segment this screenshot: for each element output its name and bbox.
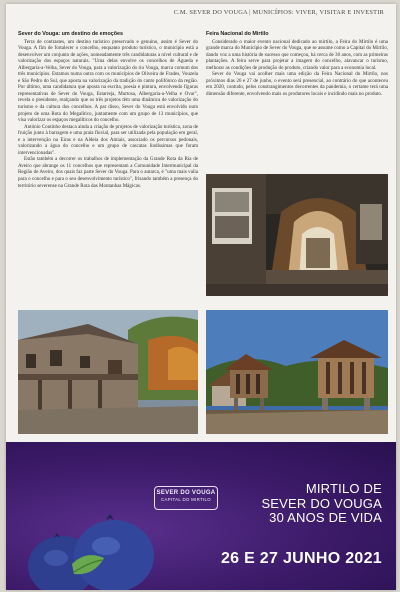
blueberry-icon [14, 492, 164, 590]
logo-title: SEVER DO VOUGA [156, 490, 216, 496]
capital-do-mirtilo-logo [154, 486, 218, 510]
left-column [18, 31, 198, 189]
right-paragraph-1: Considerado o maior evento nacional dedicado ao mirtilo, a Feira do Mirtilo é uma grande marca do Município de Sever do Vouga, que se assume como a Capital do Mirtilo, dando voz a uma história de sucesso que começou, há cerca de 30 anos, com as primeiras plantações. A feira serve para projetar a imagem do concelho, alavancar o turismo, melhorar as condições de produção do produto, criando valor para a economia local. [206, 38, 388, 71]
right-paragraph-2: Sever do Vouga vai acolher mais uma edição da Feira Nacional do Mirtilo, nos próximos dias 26 e 27 de junho, o evento será presencial, ao contrário do que aconteceu em 2020, contudo, pelos constrangimentos decorrentes da pandemia, o certame terá uma dimensão diferente, envolvendo mais os produtores locais e incidindo mais no produto. [206, 71, 388, 97]
left-paragraph-3: Estão também a decorrer os trabalhos de implementação da Grande Rota da Ria de Aveiro que abrange os 11 concelhos que representam a Comunidade Intermunicipal da Região de Aveiro, dos quais faz parte Sever do Vouga. Para o autarca, é "uma mais valia para o concelho e para o seu desenvolvimento turístico", frisando também a presença do território severense na Grande Rota das Montanhas Mágicas. [18, 156, 198, 189]
left-paragraph-2: António Coutinho destaca ainda a criação de projetos de valorização turística, zona de fruição junto à barragem e uma praia fluvial, para ser utilizada pela população em geral, e a intervenção na Eiras e na Aldeia dos Amiais, associado os percursos pedonais, valorizando a água do concelho e um grupo de cascatas lindíssimas que foram intervencionadas". [18, 123, 198, 156]
festival-dates: 26 E 27 JUNHO 2021 [220, 550, 382, 567]
stone-village-photo [18, 310, 198, 434]
magazine-page [6, 4, 396, 590]
tagline-line-3: 30 ANOS DE VIDA [269, 510, 382, 525]
festival-banner [6, 442, 396, 590]
logo-subtitle: CAPITAL DO MIRTILO [161, 497, 211, 502]
left-paragraph-1: Terra de contrastes, um destino turístico preservado e genuíno, assim é Sever do Vouga. A fim de fortalecer o concelho, enquanto produto turístico, o município está a desenvolver um conjunto de ações, nomeadamente três candidaturas a nível cultural e de valorização dos espaços naturais. "Uma delas envolve os concelhos de Águeda e Albergaria-a-Velha, Sever do Vouga, para a valorização do rio Vouga, marca comum dos três municípios. Estamos numa outra com os municípios de Oliveira de Frades, Vouzela e São Pedro do Sul, que aposta na valorização da tradição do canto polifónico da região. Por último, uma candidatura que aposta na escrita, poesia e pintura, envolvendo figuras representativas de Sever do Vouga, Estarreja, Murtosa, Albergaria-a-Velha e Ovar", revela o presidente, realçando que os três projetos têm uma dinâmica de valorização do turismo e da cultura dos concelhos. A par disso, Sever do Vouga está envolvido num projeto de uma Rota do Megalítico, juntamente com um grupo de 13 municípios, que visa valorizar os espaços megalíticos do concelho. [18, 38, 198, 124]
right-column [206, 31, 388, 97]
banner-tagline [212, 482, 382, 526]
running-head: C.M. SEVER DO VOUGA | MUNICÍPIOS: VIVER, VISITAR E INVESTIR [173, 9, 384, 16]
tagline-line-1: MIRTILO DE [305, 481, 382, 496]
espigueiro-granary-photo [206, 310, 388, 434]
left-heading: Sever do Vouga: um destino de emoções [18, 31, 124, 37]
right-heading: Feira Nacional do Mirtilo [206, 31, 269, 37]
museum-interior-photo [206, 174, 388, 296]
tagline-line-2: SEVER DO VOUGA [261, 495, 382, 511]
